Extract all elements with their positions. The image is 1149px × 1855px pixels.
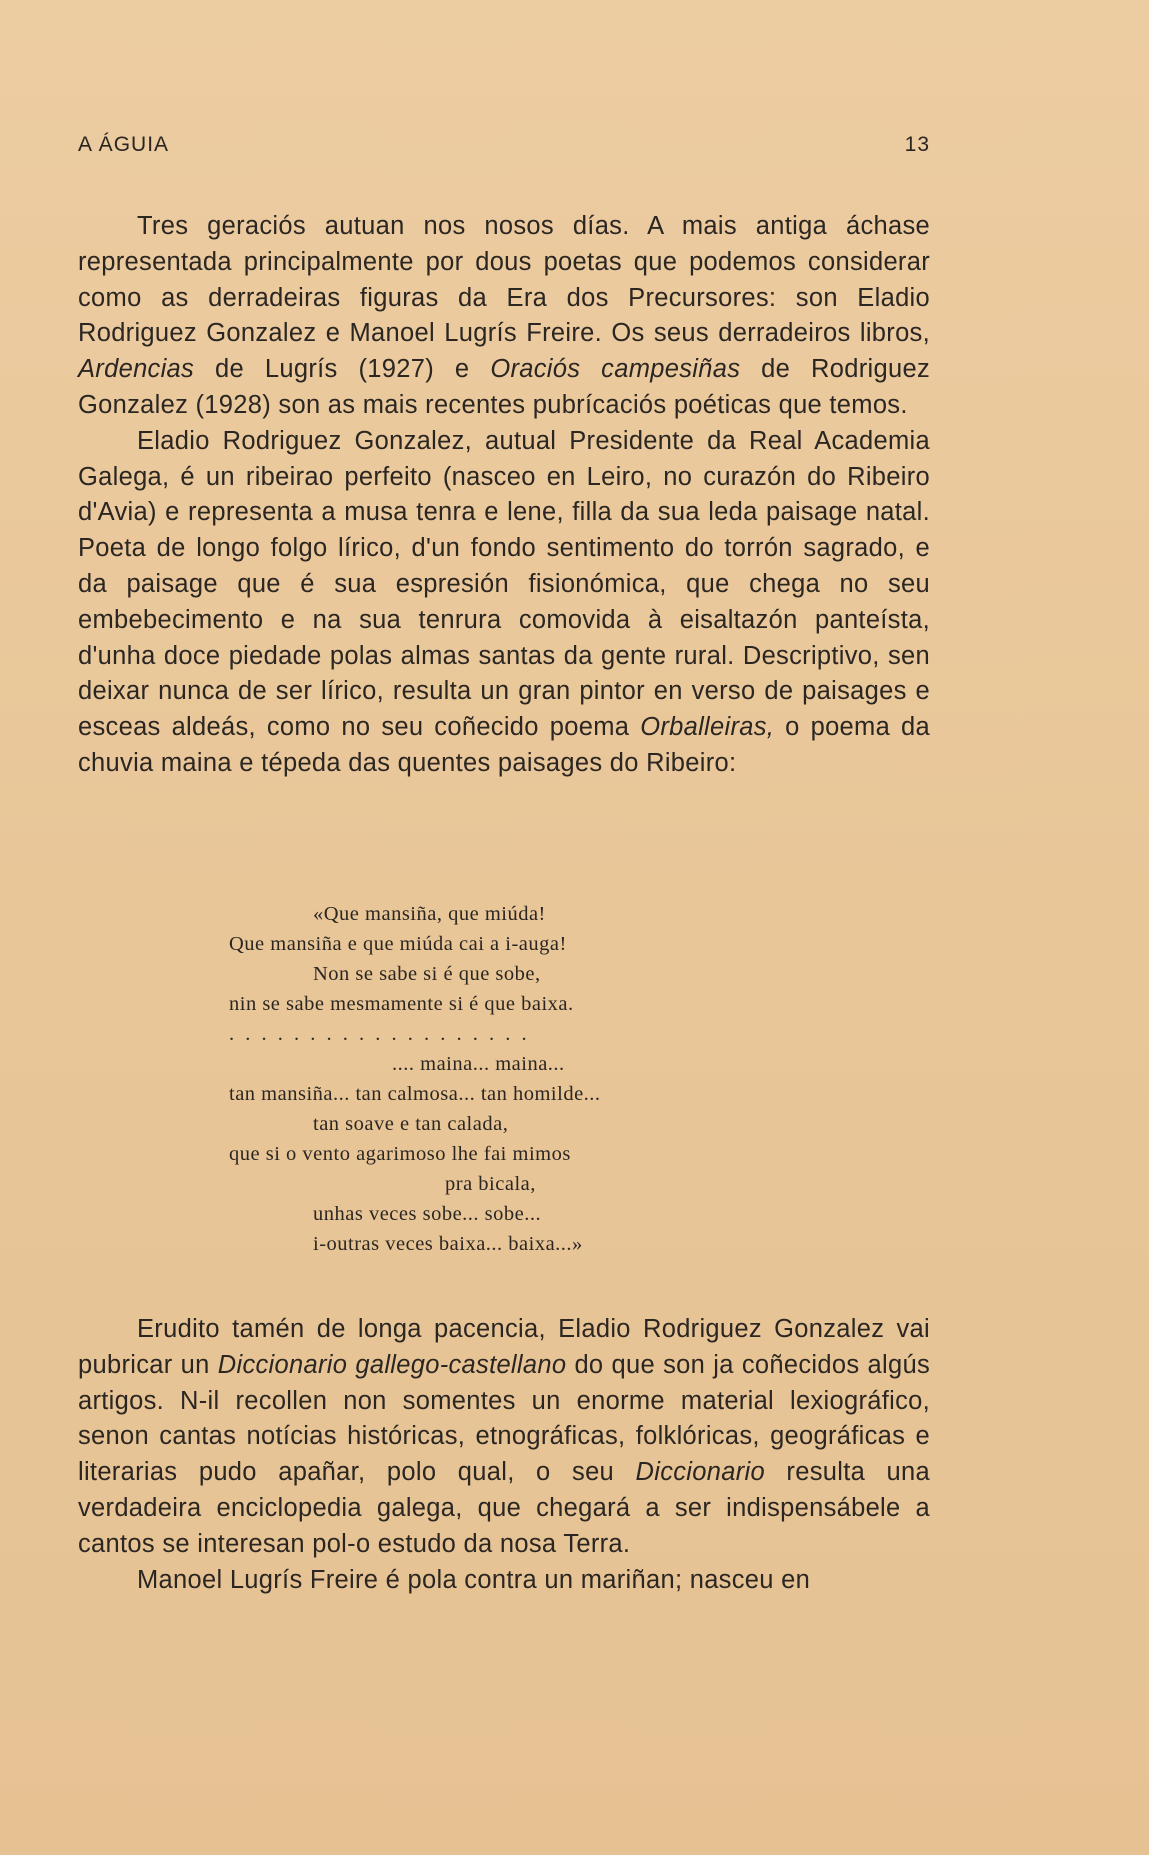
poem-quotation	[229, 899, 779, 1259]
running-header	[78, 133, 930, 157]
poem-line: unhas veces sobe... sobe...	[313, 1203, 542, 1225]
paragraph-text: de Lugrís (1927) e	[194, 355, 491, 384]
book-title: Diccionario	[635, 1458, 765, 1487]
paragraph-text: resulta una verdadeira enciclopedia galega, que chegará a ser indispensábele a cantos se interesan pol-o estudo da nosa Terra.	[78, 1458, 930, 1558]
paragraph-text: de Rodriguez Gonzalez (1928) son as mais recentes pubrícaciós poéticas que temos.	[78, 355, 930, 419]
poem-line: Que mansiña e que miúda cai a i-auga!	[229, 933, 567, 955]
book-title: Ardencias	[78, 355, 195, 384]
poem-line: pra bicala,	[445, 1173, 536, 1195]
poem-ellipsis-row: . . . . . . . . . . . . . . . . . . .	[229, 1023, 530, 1045]
book-title: Oraciós campesiñas	[490, 355, 741, 384]
paragraph-eladio	[78, 424, 930, 782]
paragraph-text: o poema da chuvia maina e tépeda das quentes paisages do Ribeiro:	[78, 713, 930, 777]
page-number: 13	[904, 133, 930, 156]
poem-line: que si o vento agarimoso lhe fai mimos	[229, 1143, 571, 1165]
poem-line: .... maina... maina...	[392, 1053, 565, 1075]
poem-line: tan soave e tan calada,	[313, 1113, 509, 1135]
paragraph-text: do que son ja coñecidos algús artigos. N-il recollen non somentes un enorme material lexiográfico, senon cantas notícias históricas, etnográficas, folklóricas, geográficas e literarias pudo apañar, polo qual, o seu	[78, 1350, 930, 1487]
paragraph-diccionario	[78, 1312, 930, 1563]
paragraph-generations	[78, 209, 930, 424]
paragraph-lugris	[78, 1563, 930, 1599]
paragraph-text: Tres geraciós autuan nos nosos días. A mais antiga áchase representada principalmente por dous poetas que podemos considerar como as derradeiras figuras da Era dos Precursores: son Eladio Rodriguez Gonzalez e Manoel Lugrís Freire. Os seus derradeiros libros,	[78, 212, 930, 348]
poem-line: nin se sabe mesmamente si é que baixa.	[229, 993, 574, 1015]
poem-line: «Que mansiña, que miúda!	[313, 903, 546, 925]
paragraph-text: Manoel Lugrís Freire é pola contra un mariñan; nasceu en	[137, 1565, 811, 1594]
poem-title: Orballeiras,	[640, 713, 775, 742]
paragraph-text: Eladio Rodriguez Gonzalez, autual Presidente da Real Academia Galega, é un ribeirao perfeito (nasceo en Leiro, no curazón do Ribeiro d'Avia) e representa a musa tenra e lene, filla da sua leda paisage natal. Poeta de longo folgo lírico, d'un fondo sentimento do torrón sagrado, e da paisage que é sua espresión fisionómica, que chega no seu embebecimento e na sua tenrura comovida à eisaltazón panteísta, d'unha doce piedade polas almas santas da gente rural. Descriptivo, sen deixar nunca de ser lírico, resulta un gran pintor en verso de paisages e esceas aldeás, como no seu coñecido poema	[78, 426, 930, 742]
text-block-lower	[78, 1312, 930, 1598]
text-block-upper	[78, 209, 930, 782]
poem-line: i-outras veces baixa... baixa...»	[313, 1233, 583, 1255]
paragraph-text: Erudito tamén de longa pacencia, Eladio Rodriguez Gonzalez vai pubricar un	[78, 1315, 930, 1379]
book-title: Diccionario gallego-castellano	[217, 1350, 567, 1379]
poem-line: Non se sabe si é que sobe,	[313, 963, 541, 985]
poem-line: tan mansiña... tan calmosa... tan homilde...	[229, 1083, 601, 1105]
journal-title: A ÁGUIA	[78, 133, 170, 156]
